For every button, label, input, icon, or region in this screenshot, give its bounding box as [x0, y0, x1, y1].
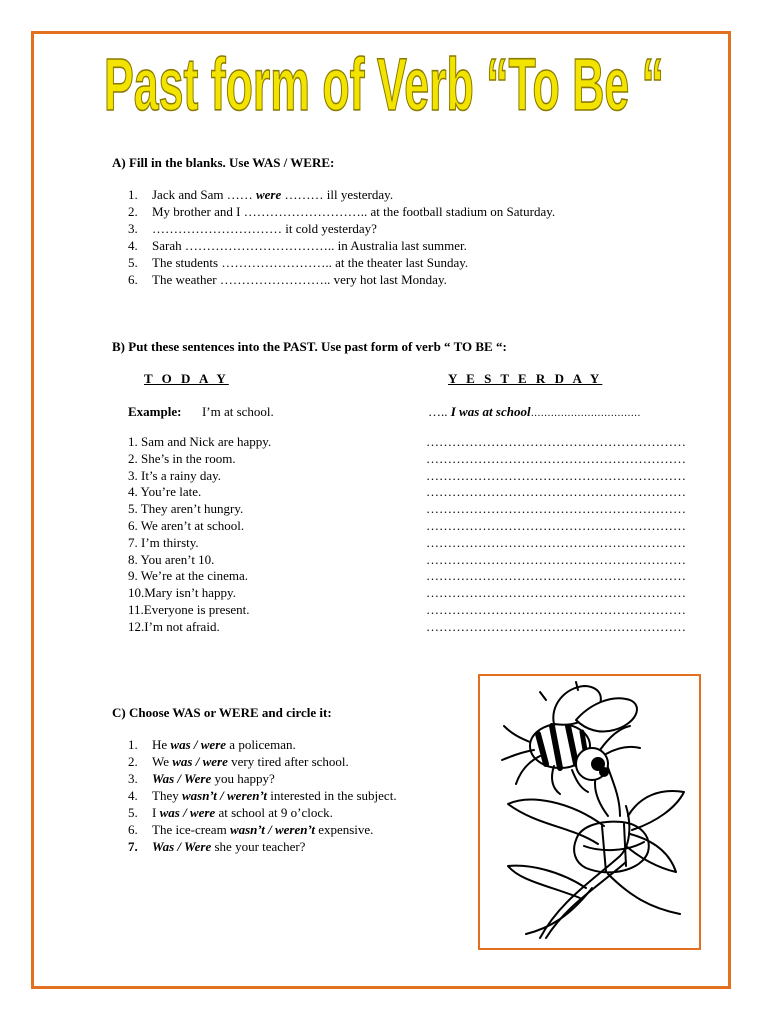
fill-blank-item — [128, 254, 468, 271]
sentence-item: 10.Mary isn’t happy. — [128, 585, 236, 601]
example-text: I’m at school. — [201, 404, 274, 419]
choice-options: was / were — [172, 754, 228, 769]
item-text-end: a policeman. — [226, 737, 296, 752]
sentence-item: 7. I’m thirsty. — [128, 534, 199, 550]
section-c-heading: C) Choose WAS or WERE and circle it: — [112, 705, 332, 720]
item-text-end: you happy? — [211, 771, 275, 786]
fill-blank-item — [128, 203, 555, 220]
item-number: 5. — [128, 255, 138, 270]
item-text: Jack and Sam …… — [152, 187, 253, 202]
worksheet-title — [0, 34, 768, 124]
item-text-end: expensive. — [314, 822, 374, 837]
item-text-end: interested in the subject. — [266, 788, 397, 803]
column-today: T O D A Y — [144, 371, 229, 386]
fill-blank-item — [128, 237, 467, 254]
fill-blank-item — [128, 186, 393, 203]
sentence-item: 2. She’s in the room. — [128, 450, 236, 466]
item-text: I — [152, 805, 160, 820]
sentence-item: 3. It’s a rainy day. — [128, 467, 222, 483]
column-yesterday: Y E S T E R D A Y — [448, 371, 603, 386]
choice-options: Was / Were — [152, 839, 212, 854]
item-text: He — [152, 737, 171, 752]
answer-line: …………………………………………………… — [426, 568, 686, 584]
answer-line: …………………………………………………… — [426, 501, 686, 517]
item-text: We — [152, 754, 173, 769]
item-number: 5. — [128, 805, 138, 820]
title-text: Past form of Verb “To Be “ — [104, 43, 664, 124]
bee-flower-illustration — [478, 674, 701, 950]
item-text: Sarah …………………………….. in Australia last summer. — [152, 238, 467, 253]
answer-line: …………………………………………………… — [426, 534, 686, 550]
item-text-end: at school at 9 o’clock. — [215, 805, 333, 820]
answer-line: …………………………………………………… — [426, 585, 686, 601]
item-text-end: she your teacher? — [211, 839, 306, 854]
choice-item — [128, 838, 305, 855]
choice-options: wasn’t / weren’t — [229, 822, 315, 837]
item-number: 2. — [128, 754, 138, 769]
item-text-end: ……… ill yesterday. — [284, 187, 394, 202]
choice-item — [128, 804, 333, 821]
item-text: They — [152, 788, 182, 803]
fill-blank-item — [128, 220, 377, 237]
choice-options: Was / Were — [152, 771, 212, 786]
choice-item — [128, 770, 275, 787]
section-b-heading: B) Put these sentences into the PAST. Use past form of verb “ TO BE “: — [112, 339, 507, 354]
item-number: 6. — [128, 272, 138, 287]
item-number: 1. — [128, 737, 138, 752]
item-text: The ice-cream — [152, 822, 230, 837]
answer-line: …………………………………………………… — [426, 484, 686, 500]
sentence-item: 4. You’re late. — [128, 484, 202, 500]
item-text-end: very tired after school. — [227, 754, 349, 769]
fill-blank-item — [128, 271, 447, 288]
item-number: 4. — [128, 788, 138, 803]
choice-options: was / were — [159, 805, 216, 820]
choice-item — [128, 753, 349, 770]
example-answer: I was at school — [450, 404, 531, 419]
example-answer: were — [255, 187, 282, 202]
choice-item — [128, 821, 373, 838]
sentence-item: 6. We aren’t at school. — [128, 518, 245, 533]
answer-line: …………………………………………………… — [426, 618, 686, 634]
choice-options: was / were — [170, 737, 227, 752]
section-a-heading: A) Fill in the blanks. Use WAS / WERE: — [112, 155, 335, 170]
answer-line: …………………………………………………… — [426, 434, 686, 449]
sentence-item: 11.Everyone is present. — [128, 602, 250, 617]
example-label: Example: — [128, 404, 182, 419]
sentence-item: 5. They aren’t hungry. — [128, 501, 244, 517]
item-number: 4. — [128, 238, 138, 253]
answer-line: …………………………………………………… — [426, 518, 686, 533]
example-answer-lead: ….. — [428, 404, 448, 419]
choice-options: wasn’t / weren’t — [181, 788, 267, 803]
sentence-item: 9. We’re at the cinema. — [128, 568, 248, 584]
answer-line: …………………………………………………… — [426, 450, 686, 466]
example-row — [128, 403, 274, 420]
item-number: 3. — [128, 771, 138, 786]
item-text: The weather …………………….. very hot last Monday. — [152, 272, 447, 287]
item-number: 7. — [128, 839, 138, 854]
sentence-item: 12.I’m not afraid. — [128, 618, 220, 634]
sentence-item: 1. Sam and Nick are happy. — [128, 434, 272, 449]
answer-line: …………………………………………………… — [426, 602, 686, 617]
example-answer-trail: …………………………… — [530, 408, 641, 419]
item-text: The students …………………….. at the theater last Sunday. — [152, 255, 469, 270]
answer-line: …………………………………………………… — [426, 551, 686, 567]
example-answer-row — [428, 403, 641, 422]
item-number: 6. — [128, 822, 138, 837]
item-number: 2. — [128, 204, 138, 219]
choice-item — [128, 787, 397, 804]
choice-item — [128, 736, 296, 753]
item-number: 1. — [128, 187, 138, 202]
item-number: 3. — [128, 221, 138, 236]
answer-line: …………………………………………………… — [426, 467, 686, 483]
item-text: ………………………… it cold yesterday? — [152, 221, 377, 236]
item-text: My brother and I ……………………….. at the football stadium on Saturday. — [152, 204, 556, 219]
sentence-item: 8. You aren’t 10. — [128, 551, 215, 567]
